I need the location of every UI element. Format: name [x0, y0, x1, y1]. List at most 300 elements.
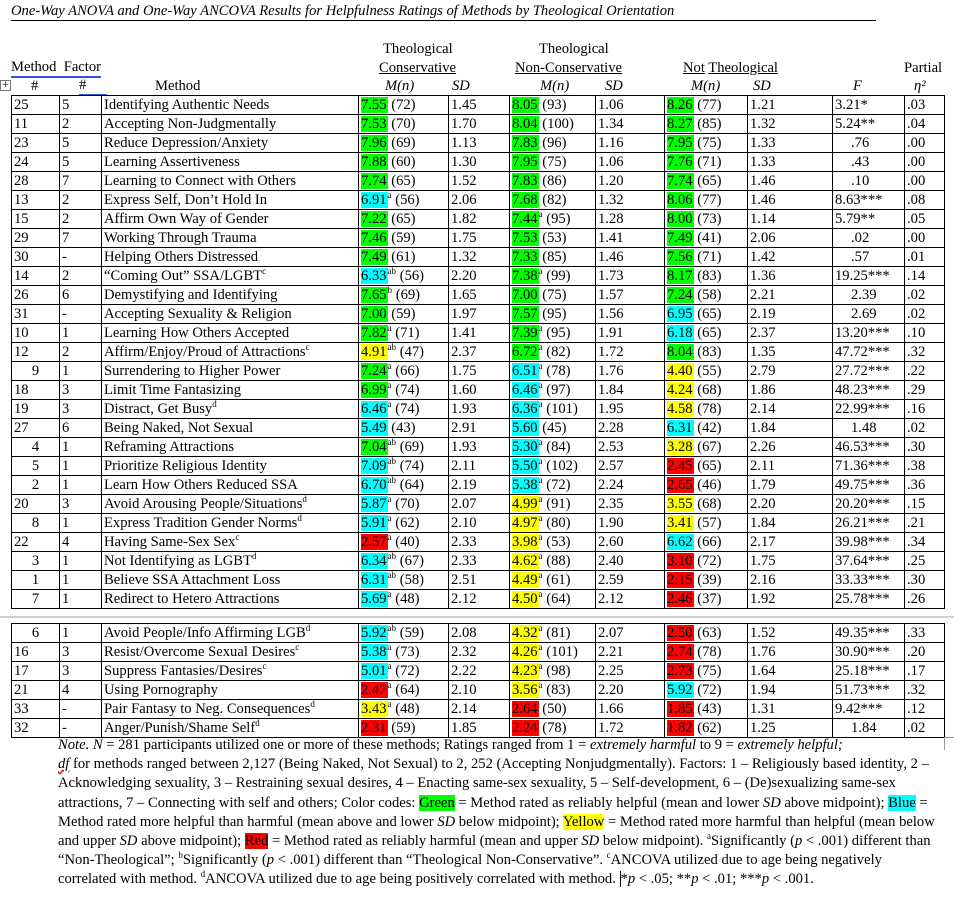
significance-superscript: a [538, 266, 543, 277]
method-name: Affirm Own Way of Gender [104, 211, 269, 227]
mean-value: 6.99 [361, 382, 387, 398]
sd-value: 2.07 [596, 624, 665, 643]
note-text: above midpoint); [137, 833, 245, 850]
mean-cell-1 [359, 533, 449, 552]
factor-number: 1 [60, 457, 102, 476]
method-number: 20 [12, 495, 60, 514]
mean-value: 5.92 [667, 682, 693, 698]
sd-value: 2.57 [596, 457, 665, 476]
mean-value: 5.87 [361, 496, 387, 512]
sd-value: 1.65 [449, 286, 510, 305]
mean-cell-1 [359, 153, 449, 172]
sd-value: 2.11 [748, 457, 833, 476]
method-footnote: c [235, 532, 240, 543]
method-name: Believe SSA Attachment Loss [104, 572, 281, 588]
n-value: (55) [697, 363, 722, 379]
mean-cell-2 [510, 229, 596, 248]
mean-cell-3 [665, 381, 748, 400]
significance-superscript: ab [387, 456, 397, 467]
method-name-cell [102, 624, 359, 643]
method-name: Accepting Non-Judgmentally [104, 116, 277, 132]
method-name-cell [102, 267, 359, 286]
method-footnote: c [262, 661, 267, 672]
sd-value: 2.17 [748, 533, 833, 552]
sd-value: 2.19 [748, 305, 833, 324]
note-p: p [761, 871, 770, 888]
method-number: 30 [12, 248, 60, 267]
mean-cell-3 [665, 248, 748, 267]
n-value: (97) [546, 382, 571, 398]
sd-value: 1.25 [748, 719, 833, 738]
factor-number: 2 [60, 210, 102, 229]
method-number: 22 [12, 533, 60, 552]
mean-cell-1 [359, 590, 449, 609]
method-name: Using Pornography [104, 682, 218, 698]
sd-value: 2.14 [449, 700, 510, 719]
n-value: (41) [697, 230, 722, 246]
mean-value: 7.33 [512, 249, 538, 265]
sd-value: 1.33 [748, 153, 833, 172]
mean-value: 7.49 [667, 230, 693, 246]
mean-value: 7.24 [667, 287, 693, 303]
method-name: Reduce Depression/Anxiety [104, 135, 269, 151]
sd-value: 1.36 [748, 267, 833, 286]
mean-cell-2 [510, 590, 596, 609]
factor-number: 1 [60, 362, 102, 381]
n-value: (77) [697, 192, 722, 208]
mean-value: 4.58 [667, 401, 693, 417]
mean-cell-3 [665, 681, 748, 700]
n-value: (78) [546, 363, 571, 379]
mean-value: 3.28 [667, 439, 693, 455]
sd-value: 2.06 [449, 191, 510, 210]
mean-value: 1.82 [667, 720, 693, 736]
factor-number: 1 [60, 476, 102, 495]
significance-superscript: ab [387, 570, 397, 581]
factor-number: 2 [60, 115, 102, 134]
mean-value: 7.00 [512, 287, 538, 303]
sd-value: 2.21 [748, 286, 833, 305]
method-number: 32 [12, 719, 60, 738]
significance-superscript: a [538, 551, 543, 562]
eta-value: .00 [905, 153, 945, 172]
f-value: 49.35*** [833, 624, 905, 643]
factor-number: 3 [60, 400, 102, 419]
f-value: 1.48 [833, 419, 905, 438]
n-value: (82) [546, 344, 571, 360]
significance-superscript: ab [387, 551, 397, 562]
mean-value: 2.47 [361, 682, 387, 698]
significance-superscript: a [387, 699, 392, 710]
mean-cell-3 [665, 643, 748, 662]
n-value: (68) [697, 496, 722, 512]
sd-value: 1.97 [449, 305, 510, 324]
eta-value: .17 [905, 662, 945, 681]
n-value: (69) [395, 287, 421, 303]
sd-value: 1.32 [449, 248, 510, 267]
eta-value: .02 [905, 719, 945, 738]
note-sup-c: c [606, 850, 611, 861]
sd-value: 2.07 [449, 495, 510, 514]
method-number: 25 [12, 96, 60, 115]
sd-value: 1.76 [596, 362, 665, 381]
n-value: (59) [391, 720, 416, 736]
f-value: 19.25*** [833, 267, 905, 286]
mean-value: 7.83 [512, 135, 538, 151]
f-value: 51.73*** [833, 681, 905, 700]
n-value: (75) [697, 663, 722, 679]
sd-value: 2.79 [748, 362, 833, 381]
f-value: 39.98*** [833, 533, 905, 552]
mean-value: 7.22 [361, 211, 387, 227]
mean-value: 7.55 [361, 97, 387, 113]
method-name-cell [102, 571, 359, 590]
method-name-cell [102, 533, 359, 552]
mean-value: 8.06 [667, 192, 693, 208]
mean-value: 7.04 [361, 439, 387, 455]
note-sup-a: a [707, 831, 712, 842]
f-value: 46.53*** [833, 438, 905, 457]
note-text: < .001. [769, 871, 814, 888]
mean-value: 4.26 [512, 644, 538, 660]
n-value: (99) [546, 268, 571, 284]
n-value: (95) [546, 325, 571, 341]
n-value: (86) [542, 173, 567, 189]
mean-cell-2 [510, 343, 596, 362]
note-text: = Method rated more helpful than harmful (mean above and lower [58, 794, 928, 830]
mean-value: 2.50 [667, 625, 693, 641]
note-sd: SD [437, 813, 456, 830]
sd-value: 1.32 [596, 191, 665, 210]
method-name: Learn How Others Reduced SSA [104, 477, 298, 493]
method-name-cell [102, 662, 359, 681]
sd-value: 2.14 [748, 400, 833, 419]
n-value: (64) [395, 682, 420, 698]
sd-value: 2.12 [449, 590, 510, 609]
method-name: Accepting Sexuality & Religion [104, 306, 292, 322]
mean-value: 3.10 [667, 553, 693, 569]
significance-superscript: a [538, 209, 543, 220]
n-value: (72) [395, 663, 420, 679]
method-number: 4 [12, 438, 60, 457]
header-method-number: # [31, 78, 39, 94]
eta-value: .34 [905, 533, 945, 552]
method-name-cell [102, 115, 359, 134]
mean-cell-1 [359, 248, 449, 267]
n-value: (67) [399, 553, 425, 569]
mean-value: 4.23 [512, 663, 538, 679]
sd-value: 1.34 [596, 115, 665, 134]
mean-cell-3 [665, 96, 748, 115]
f-value: .43 [833, 153, 905, 172]
n-value: (53) [542, 230, 567, 246]
note-text: < .01; *** [698, 871, 762, 888]
sd-value: 1.93 [449, 400, 510, 419]
method-number: 31 [12, 305, 60, 324]
mean-cell-3 [665, 571, 748, 590]
sd-value: 1.06 [596, 96, 665, 115]
mean-value: 7.49 [361, 249, 387, 265]
mean-value: 6.70 [361, 477, 387, 493]
method-name: Learning Assertiveness [104, 154, 240, 170]
sd-value: 2.20 [596, 681, 665, 700]
n-value: (48) [395, 591, 420, 607]
mean-cell-2 [510, 248, 596, 267]
header-sd-1: SD [452, 78, 470, 94]
eta-value: .10 [905, 324, 945, 343]
method-number: 9 [12, 362, 60, 381]
significance-superscript: a [538, 361, 543, 372]
significance-superscript: a [538, 475, 543, 486]
significance-superscript: a [387, 532, 392, 543]
n-value: (69) [391, 135, 416, 151]
mean-value: 7.39 [512, 325, 538, 341]
table-row [12, 400, 945, 419]
note-text[interactable]: ANCOVA utilized due to age being positively correlated with method. [205, 871, 620, 888]
mean-cell-2 [510, 719, 596, 738]
n-value: (45) [542, 420, 567, 436]
method-name: Express Self, Don’t Hold In [104, 192, 268, 208]
n-value: (56) [399, 268, 425, 284]
method-name-cell [102, 362, 359, 381]
mean-cell-3 [665, 324, 748, 343]
method-name: Surrendering to Higher Power [104, 363, 281, 379]
f-value: .76 [833, 134, 905, 153]
mean-cell-3 [665, 590, 748, 609]
header-group1-line1: Theological [383, 41, 453, 57]
sd-value: 1.79 [748, 476, 833, 495]
note-text: < .001) different than “Non-Theological”; [58, 833, 931, 869]
method-name: Being Naked, Not Sexual [104, 420, 254, 436]
factor-number: 1 [60, 571, 102, 590]
mean-cell-1 [359, 457, 449, 476]
significance-superscript: ab [387, 266, 397, 277]
significance-superscript: a [538, 342, 543, 353]
f-value: .10 [833, 172, 905, 191]
sd-value: 2.33 [449, 552, 510, 571]
sd-value: 1.95 [596, 400, 665, 419]
mean-value: 4.97 [512, 515, 538, 531]
sd-value: 2.22 [449, 662, 510, 681]
sd-value: 2.21 [596, 643, 665, 662]
mean-value: 5.49 [361, 420, 387, 436]
significance-superscript: a [538, 589, 543, 600]
significance-superscript: a [387, 513, 392, 524]
sd-value: 1.75 [748, 552, 833, 571]
header-eta: η² [914, 78, 926, 94]
mean-cell-3 [665, 229, 748, 248]
mean-cell-1 [359, 681, 449, 700]
table-move-handle-icon[interactable]: + [1, 80, 10, 90]
mean-value: 2.65 [667, 477, 693, 493]
header-factor: Factor [63, 59, 101, 75]
header-group2-line2: Non-Conservative [515, 60, 622, 76]
n-value: (77) [697, 97, 722, 113]
mean-cell-1 [359, 134, 449, 153]
mean-value: 4.32 [512, 625, 538, 641]
mean-value: 8.04 [667, 344, 693, 360]
n-value: (71) [697, 249, 722, 265]
sd-value: 2.40 [596, 552, 665, 571]
mean-value: 7.38 [512, 268, 538, 284]
table-row [12, 286, 945, 305]
sd-value: 1.72 [596, 343, 665, 362]
method-footnote: d [251, 551, 257, 562]
sd-value: 2.51 [449, 571, 510, 590]
factor-number: 3 [60, 381, 102, 400]
significance-superscript: a [538, 380, 543, 391]
table-row [12, 305, 945, 324]
mean-cell-2 [510, 662, 596, 681]
method-name: Distract, Get Busy [104, 401, 213, 417]
mean-value: 6.33 [361, 268, 387, 284]
sd-value: 2.37 [449, 343, 510, 362]
factor-number: 1 [60, 438, 102, 457]
n-value: (82) [542, 192, 567, 208]
method-name: Prioritize Religious Identity [104, 458, 267, 474]
significance-superscript: a [538, 456, 543, 467]
header-method-name: Method [155, 78, 201, 94]
method-name-cell [102, 552, 359, 571]
mean-cell-1 [359, 552, 449, 571]
mean-cell-3 [665, 495, 748, 514]
mean-value: 2.57 [361, 534, 387, 550]
method-name-cell [102, 172, 359, 191]
mean-cell-1 [359, 191, 449, 210]
sd-value: 1.21 [748, 96, 833, 115]
f-value: 37.64*** [833, 552, 905, 571]
f-value: 5.24** [833, 115, 905, 134]
sd-value: 2.20 [748, 495, 833, 514]
header-group3-a: Not [683, 60, 705, 76]
mean-cell-3 [665, 362, 748, 381]
method-number: 11 [12, 115, 60, 134]
mean-cell-3 [665, 514, 748, 533]
method-name: Anger/Punish/Shame Self [104, 720, 256, 736]
n-value: (59) [391, 306, 416, 322]
n-value: (69) [399, 439, 425, 455]
mean-value: 8.04 [512, 116, 538, 132]
note-sup-d: d [200, 869, 206, 880]
significance-superscript: a [387, 399, 392, 410]
method-name: Reframing Attractions [104, 439, 235, 455]
header-method: Method [11, 59, 57, 75]
header-partial: Partial [904, 60, 943, 76]
mean-value: 8.26 [667, 97, 693, 113]
table-title: One-Way ANOVA and One-Way ANCOVA Results for Helpfulness Ratings of Methods by Theological Orientation [11, 2, 876, 21]
n-value: (75) [542, 154, 567, 170]
f-value: 49.75*** [833, 476, 905, 495]
mean-cell-1 [359, 495, 449, 514]
sd-value: 1.28 [596, 210, 665, 229]
method-footnote: d [310, 699, 315, 710]
n-value: (59) [399, 625, 425, 641]
method-footnote: c [262, 266, 267, 277]
sd-value: 2.32 [449, 643, 510, 662]
method-number: 21 [12, 681, 60, 700]
sd-value: 1.30 [449, 153, 510, 172]
sd-value: 1.46 [596, 248, 665, 267]
method-footnote: d [255, 718, 260, 729]
mean-value: 6.31 [667, 420, 693, 436]
f-value: .02 [833, 229, 905, 248]
method-name-cell [102, 643, 359, 662]
eta-value: .02 [905, 286, 945, 305]
eta-value: .14 [905, 267, 945, 286]
note-text: = Method rated as reliably helpful (mean and lower [454, 794, 763, 811]
mean-value: 6.36 [512, 401, 538, 417]
sd-value: 2.25 [596, 662, 665, 681]
mean-cell-2 [510, 400, 596, 419]
method-name: Not Identifying as LGBT [104, 553, 252, 569]
factor-number: 6 [60, 419, 102, 438]
note-sd: SD [762, 794, 781, 811]
n-value: (56) [395, 192, 420, 208]
significance-superscript: b [387, 285, 393, 296]
mean-value: 3.56 [512, 682, 538, 698]
sd-value: 2.10 [449, 681, 510, 700]
table-row [12, 229, 945, 248]
method-name-cell [102, 248, 359, 267]
eta-value: .32 [905, 681, 945, 700]
mean-cell-1 [359, 381, 449, 400]
mean-value: 2.15 [667, 572, 693, 588]
method-name-cell [102, 400, 359, 419]
n-value: (66) [395, 363, 420, 379]
factor-number: 5 [60, 153, 102, 172]
f-value: 1.84 [833, 719, 905, 738]
eta-value: .26 [905, 590, 945, 609]
sd-value: 1.72 [596, 719, 665, 738]
mean-cell-3 [665, 267, 748, 286]
sd-value: 1.92 [748, 590, 833, 609]
n-value: (85) [697, 116, 722, 132]
f-value: 13.20*** [833, 324, 905, 343]
sd-value: 2.24 [596, 476, 665, 495]
factor-number: 2 [60, 267, 102, 286]
sd-value: 2.35 [596, 495, 665, 514]
f-value: .57 [833, 248, 905, 267]
method-name-cell [102, 96, 359, 115]
n-value: (98) [546, 663, 571, 679]
n-value: (102) [546, 458, 578, 474]
eta-value: .30 [905, 571, 945, 590]
mean-cell-3 [665, 343, 748, 362]
mean-value: 4.99 [512, 496, 538, 512]
sd-value: 1.52 [449, 172, 510, 191]
sd-value: 1.33 [748, 134, 833, 153]
method-number: 12 [12, 343, 60, 362]
sd-value: 2.20 [449, 267, 510, 286]
mean-cell-1 [359, 172, 449, 191]
mean-cell-1 [359, 514, 449, 533]
mean-cell-2 [510, 514, 596, 533]
sd-value: 1.70 [449, 115, 510, 134]
sd-value: 1.41 [596, 229, 665, 248]
eta-value: .03 [905, 96, 945, 115]
f-value: 33.33*** [833, 571, 905, 590]
n-value: (64) [546, 591, 571, 607]
method-name-cell [102, 719, 359, 738]
method-name: Suppress Fantasies/Desires [104, 663, 263, 679]
header-mn-3: M(n) [691, 78, 721, 94]
table-row [12, 343, 945, 362]
table-row [12, 495, 945, 514]
n-value: (68) [697, 382, 722, 398]
n-value: (72) [546, 477, 571, 493]
method-footnote: c [305, 342, 310, 353]
sd-value: 1.45 [449, 96, 510, 115]
